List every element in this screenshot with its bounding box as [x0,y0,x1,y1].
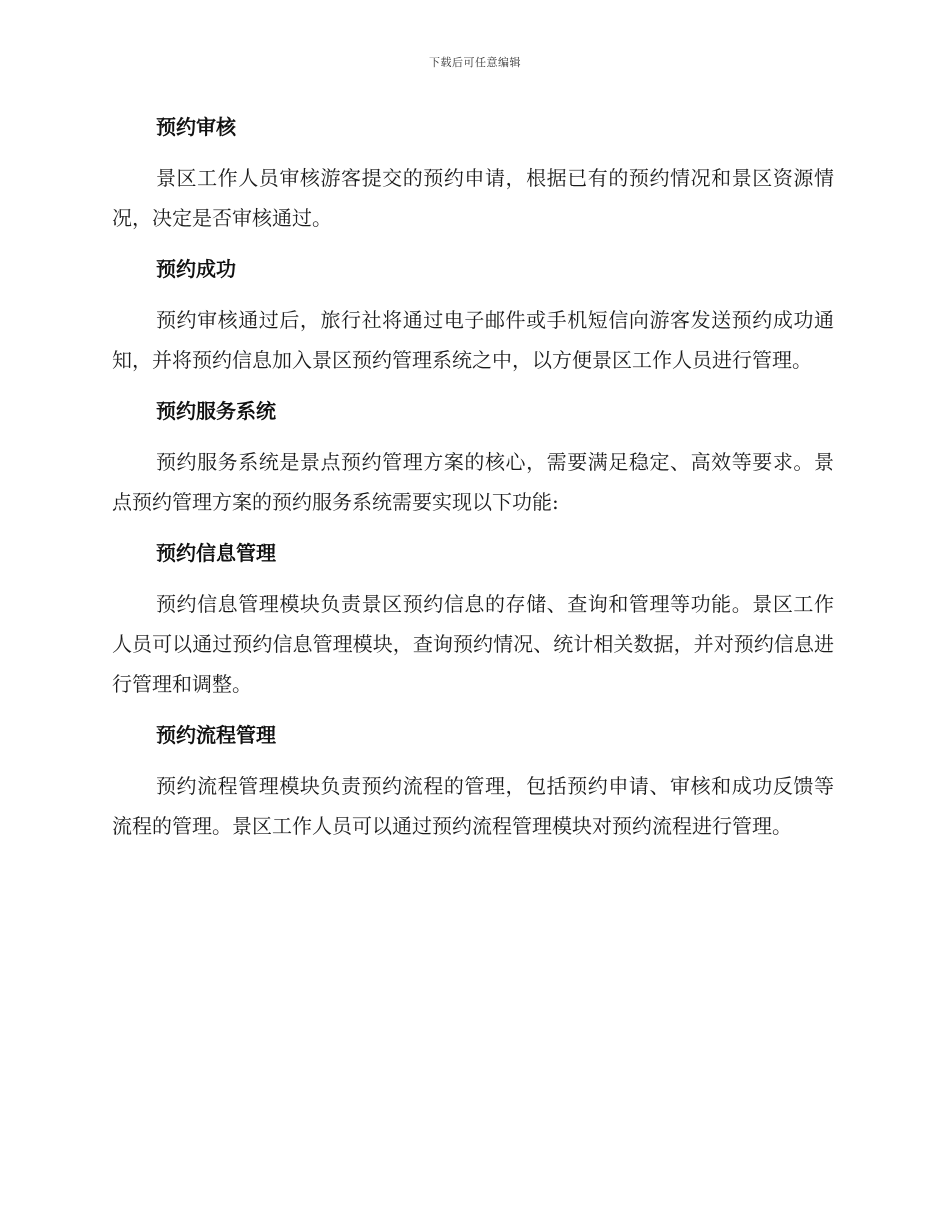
section-heading: 预约服务系统 [156,399,276,423]
section-booking-info-management [112,536,834,704]
section-heading: 预约信息管理 [156,541,276,565]
section-paragraph: 预约审核通过后，旅行社将通过电子邮件或手机短信向游客发送预约成功通知，并将预约信息加入景区预约管理系统之中，以方便景区工作人员进行管理。 [112,308,834,372]
section-booking-process-management [112,718,834,846]
page-header: 下载后可任意编辑 [429,56,521,69]
section-heading: 预约成功 [156,257,236,281]
section-paragraph: 预约信息管理模块负责景区预约信息的存储、查询和管理等功能。景区工作人员可以通过预约信息管理模块，查询预约情况、统计相关数据，并对预约信息进行管理和调整。 [112,592,834,696]
section-paragraph: 预约服务系统是景点预约管理方案的核心，需要满足稳定、高效等要求。景点预约管理方案的预约服务系统需要实现以下功能: [112,450,834,514]
section-booking-service-system [112,394,834,522]
document-body [112,110,834,860]
section-booking-success [112,252,834,380]
section-paragraph: 预约流程管理模块负责预约流程的管理，包括预约申请、审核和成功反馈等流程的管理。景区工作人员可以通过预约流程管理模块对预约流程进行管理。 [112,774,834,838]
section-booking-review [112,110,834,238]
section-heading: 预约审核 [156,115,236,139]
section-paragraph: 景区工作人员审核游客提交的预约申请，根据已有的预约情况和景区资源情况，决定是否审核通过。 [112,166,834,230]
section-heading: 预约流程管理 [156,723,276,747]
